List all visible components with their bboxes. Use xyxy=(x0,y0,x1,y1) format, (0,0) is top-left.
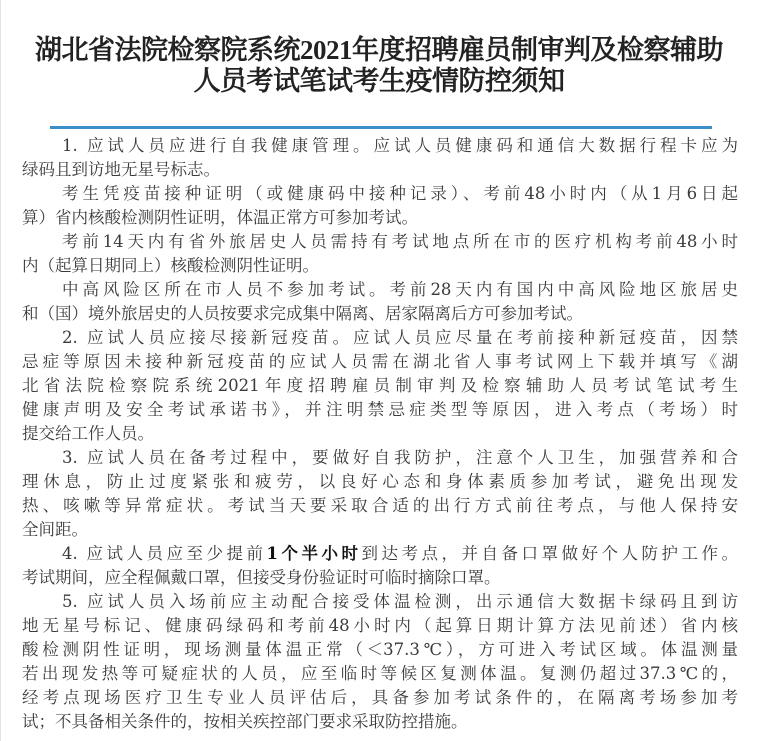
paragraph-line: 北省法院检察院系统2021年度招聘雇员制审判及检察辅助人员考试笔试考生 xyxy=(22,376,738,395)
paragraph-line: 绿码且到访地无星号标志。 xyxy=(22,160,220,179)
page-edge xyxy=(0,0,1,741)
paragraph-line: 理休息，防止过度紧张和疲劳，以良好心态和身体素质参加考试，避免出现发 xyxy=(22,472,738,491)
paragraph-line: 考试期间，应全程佩戴口罩，但接受身份验证时可临时摘除口罩。 xyxy=(22,568,501,587)
paragraph-line xyxy=(22,542,738,566)
paragraph-line: 中高风险区所在市人员不参加考试。考前28天内有国内中高风险地区旅居史 xyxy=(62,280,738,299)
paragraph-line: 算）省内核酸检测阴性证明，体温正常方可参加考试。 xyxy=(22,208,418,227)
paragraph-line: 健康声明及安全考试承诺书》，并注明禁忌症类型等原因，进入考点（考场）时 xyxy=(22,400,738,419)
paragraph-line: 5. 应试人员入场前应主动配合接受体温检测，出示通信大数据卡绿码且到访 xyxy=(62,592,738,611)
paragraph-line: 1. 应试人员应进行自我健康管理。应试人员健康码和通信大数据行程卡应为 xyxy=(62,136,738,155)
emphasis-text: 1个半小时 xyxy=(266,544,362,563)
paragraph-line: 内（起算日期同上）核酸检测阴性证明。 xyxy=(22,256,319,275)
notice-paragraph xyxy=(22,182,738,230)
notice-paragraph xyxy=(22,446,738,542)
text-segment: 到达考点，并自备口罩做好个人防护工作。 xyxy=(361,544,738,563)
paragraph-line: 若出现发热等可疑症状的人员，应至临时等候区复测体温。复测仍超过37.3℃的， xyxy=(22,664,738,683)
paragraph-line: 忌症等原因未接种新冠疫苗的应试人员需在湖北省人事考试网上下载并填写《湖 xyxy=(22,352,738,371)
paragraph-line: 热、咳嗽等异常症状。考试当天要采取合适的出行方式前往考点，与他人保持安 xyxy=(22,496,738,515)
notice-body xyxy=(22,134,738,734)
notice-paragraph xyxy=(22,278,738,326)
page-title-line-1: 湖北省法院检察院系统2021年度招聘雇员制审判及检察辅助 xyxy=(35,35,723,65)
paragraph-line: 地无星号标记、健康码绿码和考前48小时内（起算日期计算方法见前述）省内核 xyxy=(22,616,738,635)
paragraph-line: 和（国）境外旅居史的人员按要求完成集中隔离、居家隔离后方可参加考试。 xyxy=(22,304,583,323)
paragraph-line: 全间距。 xyxy=(22,520,88,539)
paragraph-line: 2. 应试人员应接尽接新冠疫苗。应试人员应尽量在考前接种新冠疫苗，因禁 xyxy=(62,328,738,347)
notice-paragraph xyxy=(22,230,738,278)
page-title-line-2: 人员考试笔试考生疫情防控须知 xyxy=(193,66,565,96)
notice-paragraph xyxy=(22,590,738,734)
notice-paragraph xyxy=(22,326,738,446)
paragraph-line: 考生凭疫苗接种证明（或健康码中接种记录）、考前48小时内（从1月6日起 xyxy=(62,184,738,203)
notice-paragraph xyxy=(22,542,738,590)
paragraph-line: 试；不具备相关条件的，按相关疾控部门要求采取防控措施。 xyxy=(22,712,468,731)
paragraph-line: 经考点现场医疗卫生专业人员评估后，具备参加考试条件的，在隔离考场参加考 xyxy=(22,688,738,707)
paragraph-line: 考前14天内有省外旅居史人员需持有考试地点所在市的医疗机构考前48小时 xyxy=(62,232,738,251)
paragraph-line: 提交给工作人员。 xyxy=(22,424,154,443)
paragraph-line: 酸检测阴性证明，现场测量体温正常（＜37.3℃），方可进入考试区域。体温测量 xyxy=(22,640,738,659)
title-divider xyxy=(50,126,712,129)
text-segment: 4. 应试人员应至少提前 xyxy=(62,544,267,563)
notice-paragraph xyxy=(22,134,738,182)
paragraph-line: 3. 应试人员在备考过程中，要做好自我防护，注意个人卫生，加强营养和合 xyxy=(62,448,738,467)
